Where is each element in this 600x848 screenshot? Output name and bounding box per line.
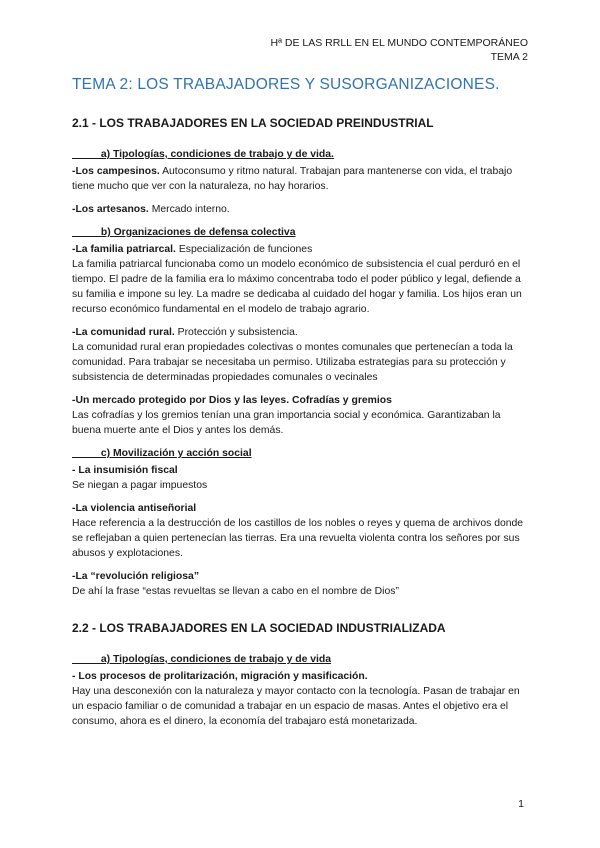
term-procesos: - Los procesos de prolitarización, migración y masificación. [72, 671, 368, 682]
paragraph-revolucion [72, 569, 528, 599]
page-number: 1 [518, 798, 524, 810]
term-revolucion: -La “revolución religiosa” [72, 571, 200, 582]
subsection-heading-typologies: a) Tipologías, condiciones de trabajo y de vida. [72, 149, 334, 160]
term-violencia: -La violencia antiseñorial [72, 503, 197, 514]
text-artesanos: Mercado interno. [148, 204, 230, 215]
page-header [271, 36, 529, 64]
paragraph-campesinos [72, 164, 528, 194]
body-revolucion: De ahí la frase “estas revueltas se llevan a cabo en el nombre de Dios” [72, 586, 399, 597]
body-violencia: Hace referencia a la destrucción de los castillos de los nobles o reyes y quema de archivos donde se reflejaban a quien pertenecían las tierras. Era una revuelta violenta contra los señores por sus abusos y explotaciones. [72, 518, 524, 559]
subsection-heading-organizations: b) Organizaciones de defensa colectiva [72, 227, 296, 238]
term-mercado: -Un mercado protegido por Dios y las leyes. Cofradías y gremios [72, 395, 392, 406]
document-body [72, 110, 528, 737]
subsection-heading-typologies-industrial: a) Tipologías, condiciones de trabajo y de vida [72, 654, 332, 665]
text-campesinos: Autoconsumo y ritmo natural. Trabajan para mantenerse con vida, el trabajo tiene mucho que ver con la naturaleza, no hay horarios. [72, 166, 513, 192]
paragraph-comunidad [72, 325, 528, 385]
body-mercado: Las cofradías y los gremios tenían una gran importancia social y económica. Garantizaban la buena muerte ante el Dios y antes los demás. [72, 410, 501, 436]
term-familia: -La familia patriarcal. [72, 244, 176, 255]
paragraph-procesos [72, 669, 528, 729]
text-comunidad: Protección y subsistencia. [174, 327, 298, 338]
header-topic: TEMA 2 [490, 51, 528, 63]
paragraph-artesanos [72, 202, 528, 217]
term-comunidad: -La comunidad rural. [72, 327, 175, 338]
header-course-title: Hª DE LAS RRLL EN EL MUNDO CONTEMPORÁNEO [270, 37, 528, 49]
subsection-heading-mobilization: c) Movilización y acción social [72, 448, 252, 459]
body-procesos: Hay una desconexión con la naturaleza y mayor contacto con la tecnología. Pasan de trabajar en un espacio familiar o de comunidad a trabajar en un espacio de masas. Antes el objetivo era el consumo, ahora es el dinero, la economía del trabajaro está monetarizada. [72, 686, 520, 727]
paragraph-familia [72, 242, 528, 317]
term-insumision: - La insumisión fiscal [72, 465, 178, 476]
section-heading-2-1: 2.1 - LOS TRABAJADORES EN LA SOCIEDAD PREINDUSTRIAL [72, 116, 434, 130]
term-artesanos: -Los artesanos. [72, 204, 149, 215]
paragraph-mercado [72, 393, 528, 438]
document-title: TEMA 2: LOS TRABAJADORES Y SUSORGANIZACIONES. [72, 76, 500, 93]
body-familia: La familia patriarcal funcionaba como un modelo económico de subsistencia el cual perduró en el tiempo. El padre de la familia era lo máximo concentraba todo el poder público y legal, defiende a su familia e impone su ley. La madre se dedicaba al cuidado del hogar y familia. Los hijos eran un recurso económico fundamental en el modelo de trabajo agrario. [72, 259, 522, 315]
body-comunidad: La comunidad rural eran propiedades colectivas o montes comunales que pertenecían a toda la comunidad. Para trabajar se necesitaba un permiso. Utilizaba estrategias para su protección y subsistencia de determinadas propiedades comunales o vecinales [72, 342, 513, 383]
paragraph-violencia [72, 501, 528, 561]
term-campesinos: -Los campesinos. [72, 166, 160, 177]
body-insumision: Se niegan a pagar impuestos [72, 480, 208, 491]
paragraph-insumision [72, 463, 528, 493]
section-heading-2-2: 2.2 - LOS TRABAJADORES EN LA SOCIEDAD INDUSTRIALIZADA [72, 621, 446, 635]
text-familia: Especialización de funciones [175, 244, 313, 255]
